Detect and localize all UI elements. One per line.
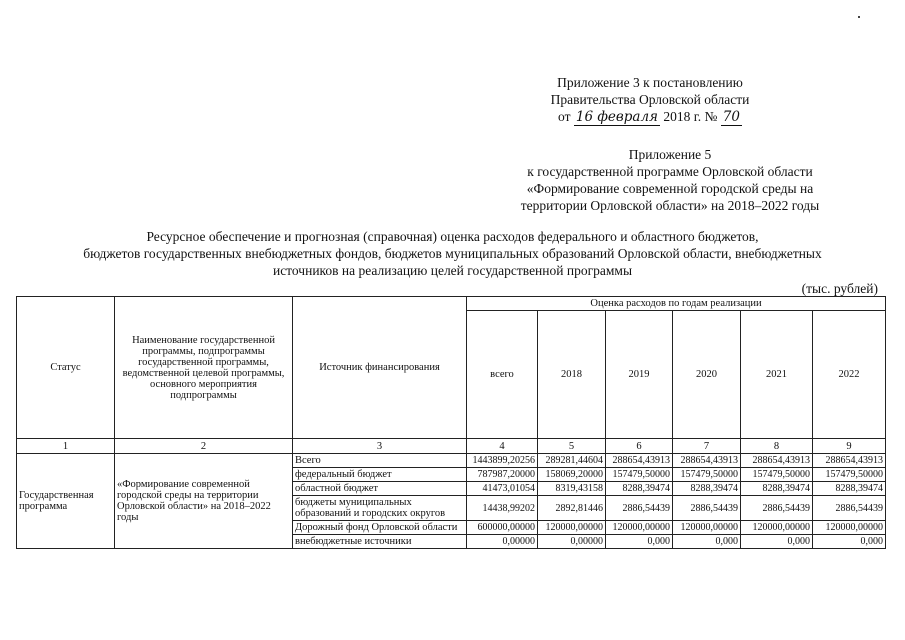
value-cell: 288654,43913	[741, 454, 813, 468]
column-number: 5	[538, 439, 606, 454]
appendix-3-line1: Приложение 3 к постановлению	[557, 75, 743, 90]
value-cell: 1443899,20256	[467, 454, 538, 468]
header-2020: 2020	[673, 311, 741, 439]
program-name-cell: «Формирование современной городской среды на территории Орловской области» на 2018–2022 годы	[115, 454, 293, 549]
value-cell: 600000,00000	[467, 521, 538, 535]
source-cell: внебюджетные источники	[293, 535, 467, 549]
value-cell: 8288,39474	[741, 482, 813, 496]
document-title	[20, 228, 885, 279]
date-prefix: от	[558, 109, 571, 124]
value-cell: 158069,20000	[538, 468, 606, 482]
source-cell: федеральный бюджет	[293, 468, 467, 482]
value-cell: 120000,00000	[538, 521, 606, 535]
value-cell: 2886,54439	[606, 496, 673, 521]
header-source: Источник финансирования	[293, 297, 467, 439]
value-cell: 0,00000	[467, 535, 538, 549]
value-cell: 8319,43158	[538, 482, 606, 496]
source-cell: областной бюджет	[293, 482, 467, 496]
value-cell: 120000,00000	[673, 521, 741, 535]
source-cell: Всего	[293, 454, 467, 468]
value-cell: 2886,54439	[673, 496, 741, 521]
appendix-5-line2: к государственной программе Орловской области	[527, 164, 813, 179]
date-year: 2018 г.	[663, 109, 702, 124]
handwritten-number: 70	[722, 109, 740, 125]
column-number: 4	[467, 439, 538, 454]
value-cell: 0,00000	[538, 535, 606, 549]
value-cell: 2886,54439	[813, 496, 886, 521]
value-cell: 0,000	[673, 535, 741, 549]
handwritten-date: 16 февраля	[575, 109, 658, 125]
value-cell: 8288,39474	[606, 482, 673, 496]
appendix-5-header	[440, 146, 900, 214]
value-cell: 120000,00000	[606, 521, 673, 535]
title-line3: источников на реализацию целей государственной программы	[272, 263, 633, 278]
value-cell: 289281,44604	[538, 454, 606, 468]
appendix-5-line1: Приложение 5	[628, 147, 712, 162]
header-status: Статус	[17, 297, 115, 439]
appendix-5-line4: территории Орловской области» на 2018–2022 годы	[520, 198, 820, 213]
value-cell: 157479,50000	[813, 468, 886, 482]
value-cell: 2886,54439	[741, 496, 813, 521]
appendix-5-line3: «Формирование современной городской среды на	[526, 181, 814, 196]
value-cell: 8288,39474	[673, 482, 741, 496]
header-name: Наименование государственной программы, подпрограммы государственной программы, ведомственной целевой программы, основного мероприятия подпрограммы	[115, 297, 293, 439]
header-total: всего	[467, 311, 538, 439]
column-number: 8	[741, 439, 813, 454]
source-cell: Дорожный фонд Орловской области	[293, 521, 467, 535]
source-cell: бюджеты муниципальных образований и городских округов	[293, 496, 467, 521]
header-2021: 2021	[741, 311, 813, 439]
value-cell: 787987,20000	[467, 468, 538, 482]
value-cell: 0,000	[606, 535, 673, 549]
value-cell: 0,000	[741, 535, 813, 549]
column-number: 9	[813, 439, 886, 454]
value-cell: 41473,01054	[467, 482, 538, 496]
table-row	[17, 454, 886, 468]
value-cell: 120000,00000	[813, 521, 886, 535]
header-estimate: Оценка расходов по годам реализации	[467, 297, 886, 311]
value-cell: 288654,43913	[606, 454, 673, 468]
value-cell: 157479,50000	[673, 468, 741, 482]
value-cell: 0,000	[813, 535, 886, 549]
appendix-3-line2: Правительства Орловской области	[550, 92, 750, 107]
budget-table	[16, 296, 886, 549]
title-line2: бюджетов государственных внебюджетных фондов, бюджетов муниципальных образований Орловской области, внебюджетных	[83, 246, 822, 261]
header-2022: 2022	[813, 311, 886, 439]
column-number: 6	[606, 439, 673, 454]
status-cell: Государственная программа	[17, 454, 115, 549]
column-number: 3	[293, 439, 467, 454]
units-label: (тыс. рублей)	[801, 281, 878, 296]
column-number-row	[17, 439, 886, 454]
column-number: 7	[673, 439, 741, 454]
header-2019: 2019	[606, 311, 673, 439]
value-cell: 2892,81446	[538, 496, 606, 521]
value-cell: 157479,50000	[606, 468, 673, 482]
column-number: 2	[115, 439, 293, 454]
value-cell: 288654,43913	[673, 454, 741, 468]
value-cell: 120000,00000	[741, 521, 813, 535]
header-2018: 2018	[538, 311, 606, 439]
title-line1: Ресурсное обеспечение и прогнозная (справочная) оценка расходов федерального и областного бюджетов,	[146, 229, 759, 244]
appendix-3-date-line	[440, 108, 860, 126]
value-cell: 288654,43913	[813, 454, 886, 468]
scan-speck	[858, 16, 860, 18]
value-cell: 8288,39474	[813, 482, 886, 496]
appendix-3-header	[440, 74, 860, 126]
value-cell: 157479,50000	[741, 468, 813, 482]
column-number: 1	[17, 439, 115, 454]
value-cell: 14438,99202	[467, 496, 538, 521]
number-sign: №	[704, 109, 718, 124]
